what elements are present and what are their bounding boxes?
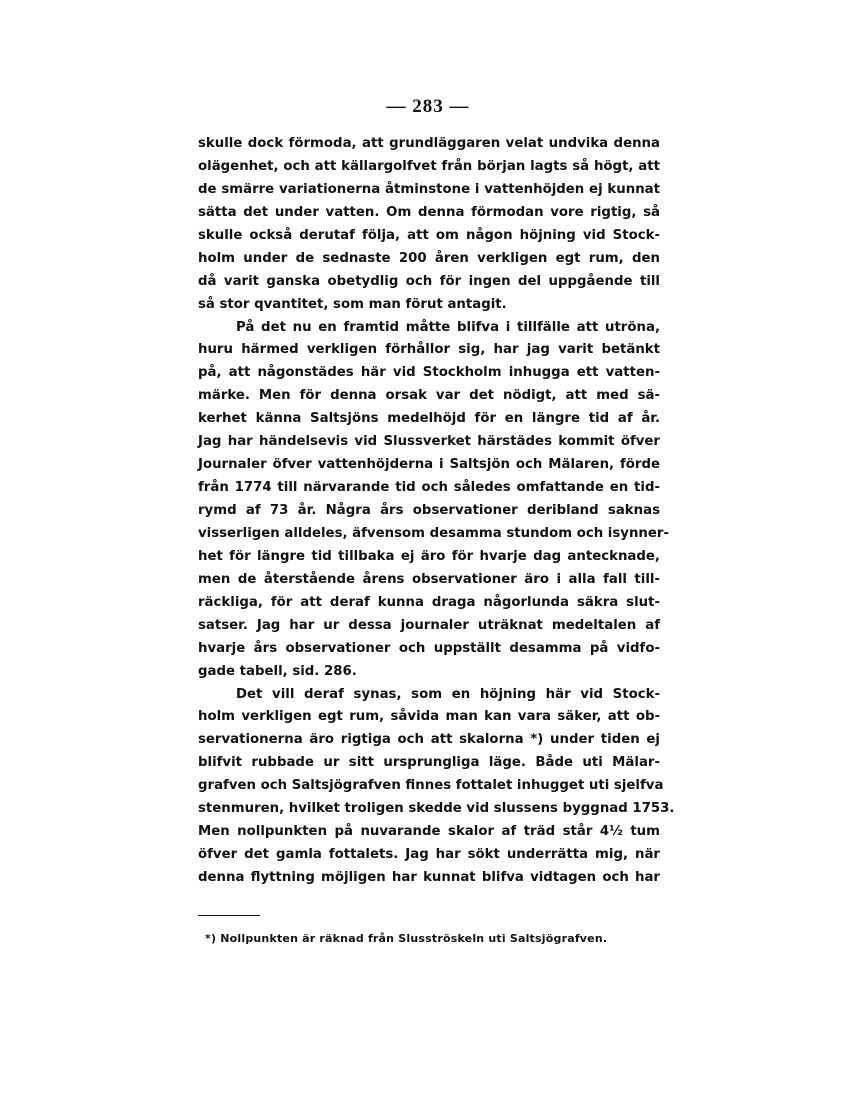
text-line: skulle dock förmoda, att grundläggaren velat undvika denna bbox=[198, 136, 660, 151]
text-line: märke. Men för denna orsak var det nödigt, att med sä- bbox=[198, 388, 660, 404]
text-line: Jag har händelsevis vid Slussverket härstädes kommit öfver bbox=[198, 434, 660, 450]
text-line: olägenhet, och att källargolfvet från början lagts så högt, att bbox=[198, 158, 660, 174]
text-line: holm under de sednaste 200 åren verkligen egt rum, den bbox=[198, 250, 660, 266]
text-line: så stor qvantitet, som man förut antagit. bbox=[198, 296, 507, 312]
text-line: sätta det under vatten. Om denna förmodan vore rigtig, så bbox=[198, 204, 660, 220]
text-line: från 1774 till närvarande tid och således omfattande en tid- bbox=[198, 480, 660, 496]
text-line: rymd af 73 år. Några års observationer deribland saknas bbox=[198, 503, 660, 518]
text-line: grafven och Saltsjögrafven finnes fottalet inhugget uti sjelfva bbox=[198, 778, 664, 794]
text-line: Men nollpunkten på nuvarande skalor af träd står 4½ tum bbox=[198, 824, 660, 840]
text-line: men de återstående årens observationer äro i alla fall till- bbox=[198, 571, 660, 587]
text-line: På det nu en framtid måtte blifva i tillfälle att utröna, bbox=[236, 319, 660, 335]
text-line: het för längre tid tillbaka ej äro för hvarje dag antecknade, bbox=[198, 548, 660, 564]
text-line: öfver det gamla fottalets. Jag har sökt underrätta mig, när bbox=[198, 847, 660, 863]
text-line: skulle också derutaf följa, att om någon höjning vid Stock- bbox=[198, 227, 660, 243]
footnote-divider bbox=[198, 915, 260, 916]
text-line: servationerna äro rigtiga och att skalorna *) under tiden ej bbox=[198, 732, 660, 748]
page-number: — 283 — bbox=[386, 96, 470, 117]
text-line: på, att någonstädes här vid Stockholm inhugga ett vatten- bbox=[198, 365, 660, 381]
text-line: gade tabell, sid. 286. bbox=[198, 663, 357, 679]
text-line: Det vill deraf synas, som en höjning här vid Stock- bbox=[236, 686, 660, 702]
text-line: då varit ganska obetydlig och för ingen del uppgående till bbox=[198, 273, 660, 289]
text-line: kerhet känna Saltsjöns medelhöjd för en längre tid af år. bbox=[198, 411, 660, 427]
text-line: holm verkligen egt rum, såvida man kan vara säker, att ob- bbox=[198, 709, 660, 725]
text-line: huru härmed verkligen förhållor sig, har jag varit betänkt bbox=[198, 342, 660, 358]
text-line: visserligen alldeles, äfvensom desamma stundom och isynner- bbox=[198, 525, 669, 541]
text-line: denna flyttning möjligen har kunnat blifva vidtagen och har bbox=[198, 870, 660, 885]
text-line: satser. Jag har ur dessa journaler uträknat medeltalen af bbox=[198, 617, 660, 633]
text-line: stenmuren, hvilket troligen skedde vid slussens byggnad 1753. bbox=[198, 801, 675, 817]
text-line: de smärre variationerna åtminstone i vattenhöjden ej kunnat bbox=[198, 181, 660, 197]
body-text bbox=[198, 133, 675, 890]
text-line: räckliga, för att deraf kunna draga någorlunda säkra slut- bbox=[198, 594, 660, 610]
text-line: Journaler öfver vattenhöjderna i Saltsjön och Mälaren, förde bbox=[198, 457, 660, 473]
text-line: hvarje års observationer och uppställt desamma på vidfo- bbox=[198, 640, 660, 656]
text-line: blifvit rubbade ur sitt ursprungliga läge. Både uti Mälar- bbox=[198, 755, 660, 771]
footnote: *) Nollpunkten är räknad från Slusströskeln uti Saltsjögrafven. bbox=[205, 932, 608, 945]
